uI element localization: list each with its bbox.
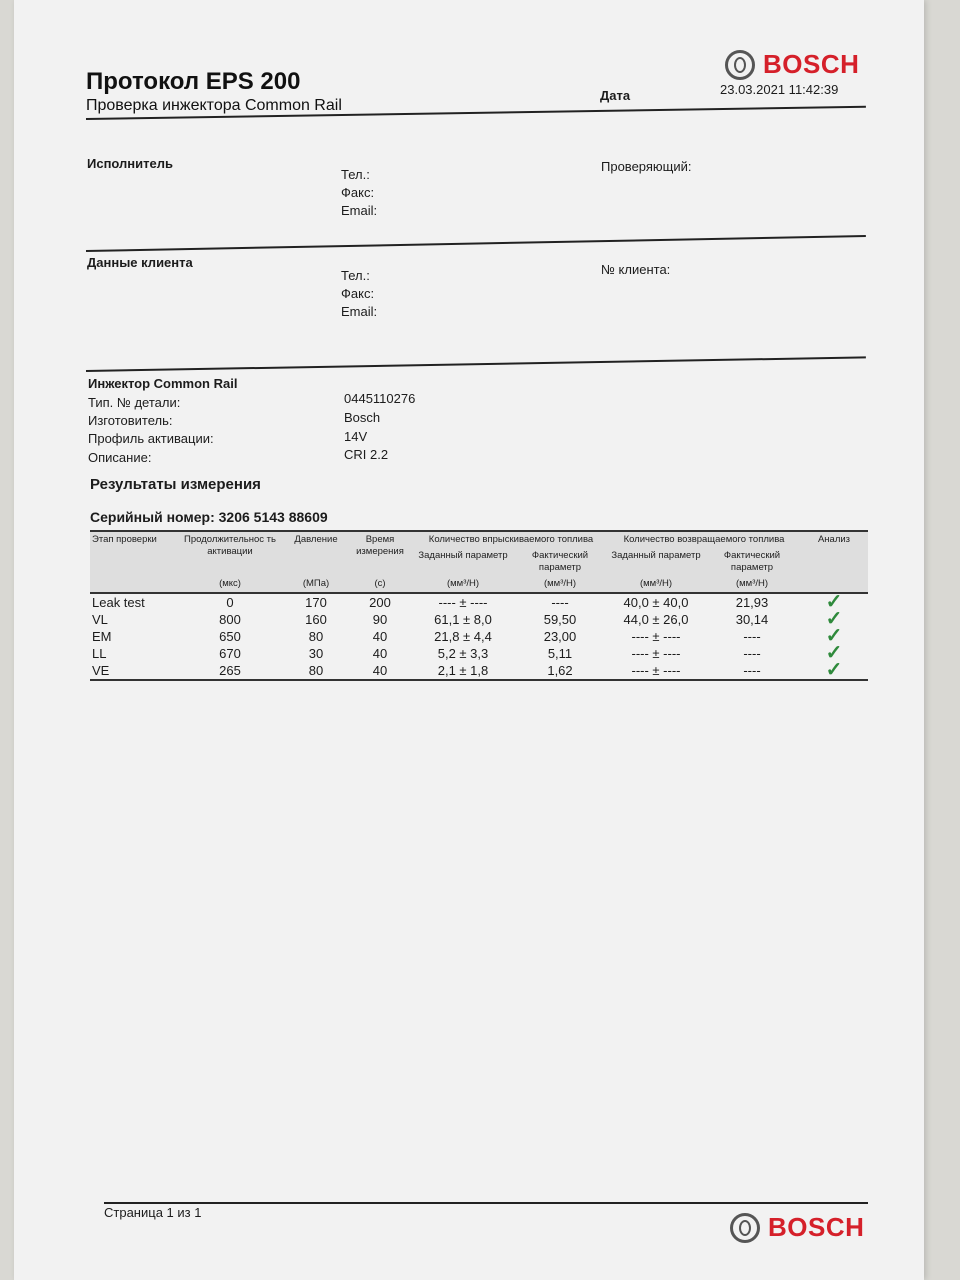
cell-ret-target: ---- ± ---- bbox=[631, 629, 681, 644]
executor-phone-label: Тел.: bbox=[341, 167, 370, 182]
injector-part-value: 0445110276 bbox=[344, 391, 416, 406]
check-icon: ✓ bbox=[825, 625, 843, 647]
document-title: Протокол EPS 200 bbox=[86, 68, 301, 95]
bosch-armature-icon bbox=[725, 50, 755, 80]
injector-manufacturer-label: Изготовитель: bbox=[88, 413, 173, 428]
unit-ret-target: (мм³/Н) bbox=[608, 576, 704, 593]
cell-pressure: 80 bbox=[308, 629, 324, 644]
unit-ret-actual: (мм³/Н) bbox=[704, 576, 800, 593]
table-row bbox=[90, 628, 868, 645]
cell-duration: 265 bbox=[174, 662, 286, 680]
col-inj-actual: Фактический параметр bbox=[531, 550, 589, 573]
check-icon: ✓ bbox=[825, 608, 843, 630]
cell-inj-actual: 5,11 bbox=[547, 646, 573, 661]
cell-duration: 800 bbox=[219, 612, 241, 627]
unit-time: (с) bbox=[346, 576, 414, 593]
cell-ret-actual: 30,14 bbox=[735, 612, 769, 627]
footer-bosch-wordmark: BOSCH bbox=[768, 1212, 865, 1242]
results-heading: Результаты измерения bbox=[90, 476, 261, 493]
unit-inj-actual: (мм³/Н) bbox=[512, 576, 608, 593]
cell-ret-target: ---- ± ---- bbox=[631, 646, 681, 661]
cell-duration: 0 bbox=[226, 595, 234, 610]
unit-inj-target: (мм³/Н) bbox=[414, 576, 512, 593]
injector-heading: Инжектор Common Rail bbox=[88, 376, 238, 391]
table-row bbox=[90, 593, 868, 611]
cell-inj-target: 5,2 ± 3,3 bbox=[437, 646, 489, 661]
col-time: Время измерения bbox=[346, 531, 414, 576]
cell-ret-actual: 21,93 bbox=[735, 595, 769, 610]
cell-ret-target: ---- ± ---- bbox=[608, 662, 704, 680]
date-value: 23.03.2021 11:42:39 bbox=[720, 82, 839, 97]
inspector-label: Проверяющий: bbox=[601, 159, 692, 174]
cell-inj-actual: ---- bbox=[551, 595, 569, 610]
cell-time: 200 bbox=[369, 595, 391, 610]
page-number: Страница 1 из 1 bbox=[104, 1205, 202, 1220]
table-row bbox=[90, 611, 868, 628]
cell-ret-actual: ---- bbox=[743, 646, 761, 661]
cell-duration: 670 bbox=[219, 646, 241, 661]
cell-inj-actual: 59,50 bbox=[543, 612, 577, 627]
table-row bbox=[90, 662, 868, 680]
cell-time: 40 bbox=[372, 646, 388, 661]
injector-description-value: CRI 2.2 bbox=[344, 447, 389, 462]
results-table-header bbox=[90, 531, 868, 593]
unit-pressure: (МПа) bbox=[286, 576, 346, 593]
client-phone-label: Тел.: bbox=[341, 268, 370, 283]
client-fax-label: Факс: bbox=[341, 286, 375, 301]
cell-inj-actual: 23,00 bbox=[543, 629, 577, 644]
cell-ret-actual: ---- bbox=[704, 662, 800, 680]
executor-heading: Исполнитель bbox=[87, 156, 173, 171]
col-pressure: Давление bbox=[286, 531, 346, 576]
cell-stage: Leak test bbox=[92, 595, 145, 610]
cell-time: 40 bbox=[372, 629, 388, 644]
injector-profile-value: 14V bbox=[344, 429, 368, 444]
cell-time: 90 bbox=[372, 612, 388, 627]
check-icon: ✓ bbox=[825, 591, 843, 613]
cell-ret-target: 40,0 ± 40,0 bbox=[623, 595, 689, 610]
col-inj-target: Заданный параметр bbox=[418, 550, 508, 561]
bosch-logo bbox=[725, 49, 859, 80]
cell-duration: 650 bbox=[219, 629, 241, 644]
injector-manufacturer-value: Bosch bbox=[344, 410, 381, 425]
bosch-armature-icon bbox=[730, 1213, 760, 1243]
col-stage: Этап проверки bbox=[90, 531, 174, 576]
col-returned: Количество возвращаемого топлива bbox=[608, 531, 800, 548]
client-email-label: Email: bbox=[341, 304, 378, 319]
check-icon: ✓ bbox=[800, 662, 868, 680]
results-table bbox=[90, 530, 868, 681]
cell-stage: VE bbox=[90, 662, 174, 680]
cell-time: 40 bbox=[346, 662, 414, 680]
col-duration: Продолжительнос ть активации bbox=[174, 531, 286, 576]
footer-bosch-logo bbox=[730, 1212, 864, 1243]
cell-inj-target: 2,1 ± 1,8 bbox=[414, 662, 512, 680]
executor-fax-label: Факс: bbox=[341, 185, 375, 200]
document-subtitle: Проверка инжектора Common Rail bbox=[86, 97, 342, 114]
cell-stage: LL bbox=[92, 646, 107, 661]
cell-ret-target: 44,0 ± 26,0 bbox=[623, 612, 689, 627]
serial-number: Серийный номер: 3206 5143 88609 bbox=[90, 509, 328, 525]
injector-profile-label: Профиль активации: bbox=[88, 431, 214, 446]
cell-stage: EM bbox=[92, 629, 112, 644]
cell-pressure: 80 bbox=[286, 662, 346, 680]
table-row bbox=[90, 645, 868, 662]
col-ret-target: Заданный параметр bbox=[611, 550, 701, 561]
cell-inj-actual: 1,62 bbox=[512, 662, 608, 680]
check-icon: ✓ bbox=[825, 642, 843, 664]
col-injected: Количество впрыскиваемого топлива bbox=[414, 531, 608, 548]
unit-duration: (мкс) bbox=[174, 576, 286, 593]
client-heading: Данные клиента bbox=[87, 255, 193, 270]
col-analysis: Анализ bbox=[800, 531, 868, 576]
cell-ret-actual: ---- bbox=[743, 629, 761, 644]
cell-pressure: 170 bbox=[305, 595, 327, 610]
client-number-label: № клиента: bbox=[601, 262, 671, 277]
cell-inj-target: 21,8 ± 4,4 bbox=[434, 629, 492, 644]
cell-stage: VL bbox=[92, 612, 108, 627]
footer-divider bbox=[104, 1202, 868, 1204]
executor-email-label: Email: bbox=[341, 203, 378, 218]
col-ret-actual: Фактический параметр bbox=[723, 550, 781, 573]
cell-inj-target: 61,1 ± 8,0 bbox=[434, 612, 492, 627]
bosch-wordmark: BOSCH bbox=[763, 49, 860, 79]
injector-description-label: Описание: bbox=[88, 450, 152, 465]
cell-pressure: 160 bbox=[305, 612, 327, 627]
date-label: Дата bbox=[600, 88, 631, 103]
injector-part-label: Тип. № детали: bbox=[88, 395, 181, 410]
cell-inj-target: ---- ± ---- bbox=[438, 595, 488, 610]
cell-pressure: 30 bbox=[308, 646, 324, 661]
